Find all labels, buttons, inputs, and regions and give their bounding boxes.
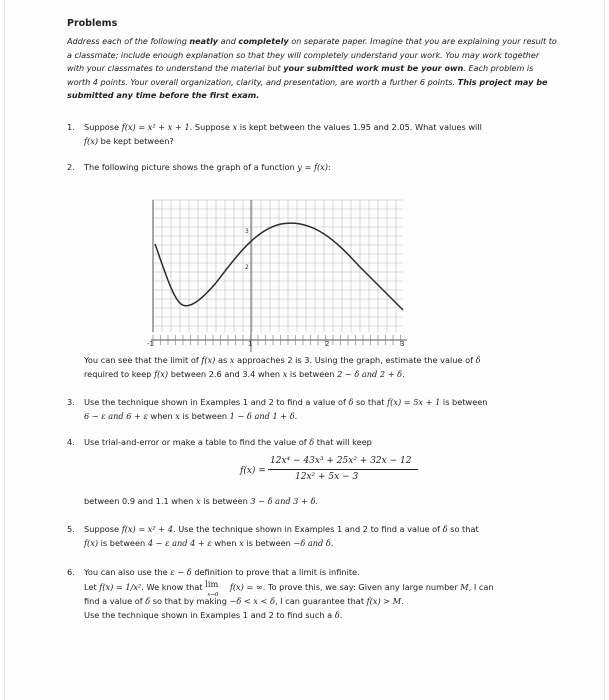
- math-expression: −δ < x < δ: [229, 596, 275, 607]
- math-variable: x: [282, 369, 288, 380]
- problem-text: Suppose: [84, 121, 122, 132]
- problem-text: .: [339, 610, 343, 621]
- rational-function-formula: [84, 453, 557, 489]
- math-variable: x: [195, 496, 201, 507]
- math-expression: f(x): [84, 135, 99, 146]
- problem-text: :: [327, 161, 331, 172]
- intro-emphasis: neatly: [189, 36, 219, 46]
- problem-text: , I can guarantee that: [275, 596, 367, 607]
- problem-3: [67, 396, 557, 424]
- problem-text: between 2.6 and 3.4 when: [168, 369, 283, 380]
- problem-text: is kept between the values 1.95 and 2.05. What values will: [237, 121, 482, 132]
- problem-text: The following picture shows the graph of a function: [84, 161, 298, 172]
- intro-text: and: [218, 36, 239, 46]
- problem-text: is between: [98, 537, 148, 548]
- problem-text: so that: [447, 524, 479, 535]
- problem-text: You can also use the: [84, 566, 171, 577]
- math-expression: 3 − δ and 3 + δ: [250, 496, 316, 507]
- problem-text: is between: [179, 410, 230, 421]
- intro-paragraph: [67, 35, 557, 103]
- problem-text: between 0.9 and 1.1 when: [84, 496, 196, 507]
- math-expression: f(x): [201, 355, 216, 366]
- problem-number: 2.: [67, 161, 75, 172]
- formula-numerator: 12x⁴ − 43x³ + 25x² + 32x − 12: [270, 456, 412, 467]
- y-tick-label: 2: [245, 264, 249, 271]
- math-expression: 2 − δ and 2 + δ: [337, 369, 403, 380]
- problem-text: Let: [84, 581, 100, 592]
- problem-text: is between: [440, 396, 488, 407]
- intro-emphasis: your submitted work must be your own: [283, 63, 464, 74]
- problem-text: . Use the technique shown in Examples 1 and 2 to find a value of: [172, 524, 443, 535]
- problem-number: 5.: [67, 524, 75, 535]
- problem-4: [67, 436, 557, 510]
- math-variable: δ: [334, 610, 340, 621]
- x-tick-label: 3: [400, 340, 405, 348]
- math-expression: f(x): [84, 537, 99, 548]
- problem-text: as: [215, 355, 230, 366]
- graph-svg: [141, 192, 411, 364]
- math-variable: x: [175, 410, 180, 421]
- intro-text: . Each problem is worth 4 points. Your overall organization, clarity, and presentation, are worth a further 6 points.: [67, 63, 534, 87]
- intro-emphasis: completely: [238, 36, 289, 46]
- formula-denominator: 12x² + 5x − 3: [295, 472, 359, 483]
- math-expression: ε − δ: [170, 566, 192, 577]
- math-variable: M: [460, 581, 469, 592]
- math-expression: f(x) = x² + 4: [121, 524, 173, 535]
- y-tick-label: 3: [245, 228, 249, 235]
- problem-text: . We know that: [141, 581, 206, 592]
- problem-text: find a value of: [84, 596, 146, 607]
- document-page: [4, 0, 605, 700]
- math-variable: δ: [475, 355, 481, 366]
- math-expression: f(x) > M: [366, 596, 402, 607]
- problem-text: You can see that the limit of: [84, 355, 202, 366]
- problem-text: , I can: [468, 581, 494, 592]
- math-expression: f(x): [154, 369, 169, 380]
- x-tick-label: 2: [325, 340, 330, 348]
- problem-text: .: [315, 496, 318, 507]
- problem-text: Suppose: [84, 524, 122, 535]
- limit-subscript: x→0: [207, 591, 219, 598]
- page-title: Problems: [67, 18, 118, 29]
- x-tick-label: -1: [147, 340, 154, 348]
- problem-number: 3.: [67, 396, 75, 407]
- problem-text: so that by making: [150, 596, 230, 607]
- problem-text: . Suppose: [189, 121, 233, 132]
- problem-text: .: [330, 537, 334, 548]
- math-expression: −δ and δ: [293, 537, 331, 548]
- math-variable: δ: [309, 436, 315, 447]
- math-variable: δ: [442, 524, 448, 535]
- problem-text: .: [401, 596, 404, 607]
- problem-text: required to keep: [84, 369, 155, 380]
- problem-text: Use the technique shown in Examples 1 and 2 to find a value of: [84, 396, 349, 407]
- problem-text: is between: [243, 537, 294, 548]
- problem-text: is between: [287, 369, 338, 380]
- math-expression: 1 − δ and 1 + δ: [229, 410, 295, 421]
- math-variable: x: [232, 121, 238, 132]
- problem-1: [67, 121, 557, 149]
- problem-text: when: [147, 410, 176, 421]
- problem-text: Use trial-and-error or make a table to find the value of: [84, 436, 310, 447]
- x-tick-label: 1: [248, 340, 253, 348]
- math-variable: x: [239, 537, 244, 548]
- problem-5: [67, 523, 557, 551]
- fraction-bar: [268, 469, 418, 470]
- formula-lhs: f(x) =: [240, 466, 266, 477]
- problem-number: 1.: [67, 121, 75, 132]
- problem-text: approaches 2 is 3. Using the graph, estimate the value of: [234, 355, 476, 366]
- math-variable: δ: [348, 396, 354, 407]
- function-graph: [141, 192, 411, 364]
- intro-text: on separate paper. Imagine that you are explaining your result to a classmate; include enough explanation so that they will completely understand your work. You may work together with your classmates to understand the material but: [67, 36, 557, 74]
- problem-text: .: [402, 369, 405, 380]
- problem-text: .: [294, 410, 298, 421]
- problem-number: 4.: [67, 436, 75, 447]
- problem-text: so that: [353, 396, 388, 407]
- intro-emphasis: This project may be submitted any time before the first exam.: [67, 76, 548, 101]
- problem-text: . To prove this, we say: Given any large number: [262, 581, 461, 592]
- math-expression: y = f(x): [297, 161, 328, 172]
- problem-text: when: [211, 537, 240, 548]
- math-variable: x: [229, 355, 235, 366]
- problem-text: that will keep: [314, 436, 372, 447]
- math-expression: f(x) = 1/x²: [99, 581, 142, 592]
- math-expression: f(x) = x² + x + 1: [121, 121, 190, 132]
- problem-text: is between: [200, 496, 251, 507]
- math-variable: δ: [145, 596, 151, 607]
- math-expression: 4 − ε and 4 + ε: [147, 537, 212, 548]
- problem-text: definition to prove that a limit is infinite.: [191, 566, 360, 577]
- problem-text: Use the technique shown in Examples 1 and 2 to find such a: [84, 610, 335, 621]
- math-expression: f(x) = 5x + 1: [387, 396, 441, 407]
- limit-label: lim: [205, 578, 219, 589]
- intro-text: Address each of the following: [67, 36, 190, 46]
- math-expression: f(x) = ∞: [229, 581, 263, 592]
- graph-grid: [153, 200, 403, 332]
- math-expression: 6 − ε and 6 + ε: [84, 410, 148, 421]
- problem-6: [67, 565, 557, 623]
- limit-operator: [205, 578, 227, 598]
- problem-text: be kept between?: [98, 135, 174, 146]
- problem-number: 6.: [67, 566, 75, 577]
